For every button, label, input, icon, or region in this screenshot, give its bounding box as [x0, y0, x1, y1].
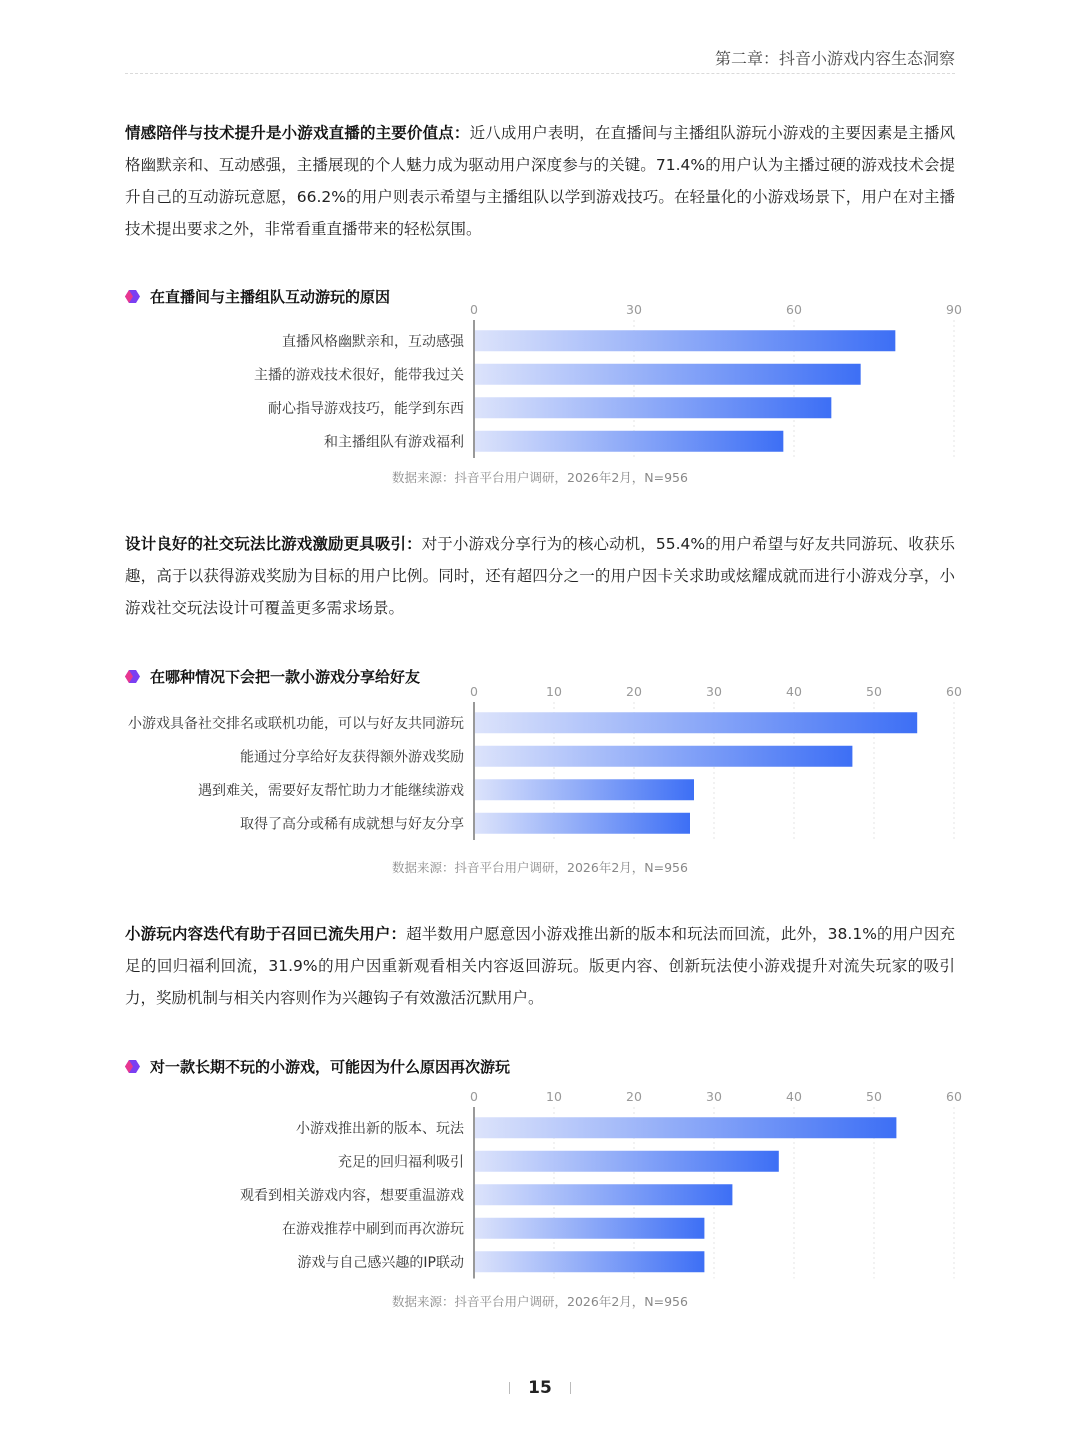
category-label: 遇到难关，需要好友帮忙助力才能继续游戏	[198, 782, 464, 799]
chart-3-title	[125, 1056, 510, 1077]
x-tick-label: 60	[786, 302, 802, 317]
x-tick-label: 10	[546, 684, 562, 699]
paragraph-3-body: 超半数用户愿意因小游戏推出新的版本和玩法而回流，此外，38.1%的用户因充足的回归福利回流，31.9%的用户因重新观看相关内容返回游玩。版更内容、创新玩法使小游戏提升对流失玩家的吸引力，奖励机制与相关内容则作为兴趣钩子有效激活沉默用户。	[125, 925, 955, 1007]
paragraph-2	[125, 528, 955, 624]
bar	[475, 397, 831, 418]
category-label: 取得了高分或稀有成就想与好友分享	[240, 816, 464, 833]
category-label: 在游戏推荐中刷到而再次游玩	[282, 1221, 464, 1238]
category-label: 观看到相关游戏内容，想要重温游戏	[240, 1187, 464, 1204]
bar	[475, 1218, 704, 1239]
x-tick-label: 60	[946, 1089, 962, 1104]
chart-3-svg	[125, 1087, 962, 1282]
x-tick-label: 30	[706, 684, 722, 699]
page-number-divider-left	[509, 1382, 510, 1394]
category-label: 游戏与自己感兴趣的IP联动	[297, 1254, 464, 1271]
category-label: 能通过分享给好友获得额外游戏奖励	[240, 749, 464, 766]
paragraph-1	[125, 117, 955, 245]
x-tick-label: 40	[786, 684, 802, 699]
bar	[475, 813, 690, 834]
paragraph-2-lead: 设计良好的社交玩法比游戏激励更具吸引：	[125, 535, 422, 553]
paragraph-1-lead: 情感陪伴与技术提升是小游戏直播的主要价值点：	[125, 124, 470, 142]
paragraph-3-lead: 小游玩内容迭代有助于召回已流失用户：	[125, 925, 407, 943]
category-label: 小游戏具备社交排名或联机功能，可以与好友共同游玩	[128, 715, 464, 732]
chart-2-svg	[125, 682, 962, 847]
category-label: 和主播组队有游戏福利	[324, 434, 464, 451]
category-label: 主播的游戏技术很好，能带我过关	[254, 367, 464, 384]
chart-1-source: 数据来源：抖音平台用户调研，2026年2月，N=956	[392, 470, 688, 485]
bar	[475, 330, 895, 351]
bar	[475, 746, 852, 767]
page-number	[0, 1378, 1080, 1398]
x-tick-label: 40	[786, 1089, 802, 1104]
chart-2	[125, 682, 962, 847]
x-tick-label: 30	[706, 1089, 722, 1104]
chapter-title: 第二章：抖音小游戏内容生态洞察	[714, 49, 955, 68]
page-number-text: 15	[528, 1378, 552, 1398]
x-tick-label: 0	[470, 1089, 478, 1104]
bar	[475, 1151, 779, 1172]
bar	[475, 712, 917, 733]
bar	[475, 1117, 896, 1138]
x-tick-label: 20	[626, 1089, 642, 1104]
x-tick-label: 60	[946, 684, 962, 699]
paragraph-2-body: 对于小游戏分享行为的核心动机，55.4%的用户希望与好友共同游玩、收获乐趣，高于以获得游戏奖励为目标的用户比例。同时，还有超四分之一的用户因卡关求助或炫耀成就而进行小游戏分享，小游戏社交玩法设计可覆盖更多需求场景。	[125, 535, 955, 617]
bar	[475, 1251, 704, 1272]
category-label: 直播风格幽默亲和，互动感强	[282, 333, 464, 350]
x-tick-label: 0	[470, 302, 478, 317]
x-tick-label: 50	[866, 1089, 882, 1104]
chart-1	[125, 300, 962, 465]
bar	[475, 364, 861, 385]
x-tick-label: 0	[470, 684, 478, 699]
category-label: 充足的回归福利吸引	[338, 1154, 464, 1171]
category-label: 小游戏推出新的版本、玩法	[296, 1120, 464, 1137]
x-tick-label: 20	[626, 684, 642, 699]
bar	[475, 1184, 732, 1205]
x-tick-label: 10	[546, 1089, 562, 1104]
hexagon-logo-icon	[125, 1059, 142, 1074]
category-label: 耐心指导游戏技巧，能学到东西	[268, 400, 464, 417]
header-divider	[125, 73, 955, 74]
x-tick-label: 90	[946, 302, 962, 317]
chart-3	[125, 1087, 962, 1282]
chart-1-svg	[125, 300, 962, 465]
chart-3-title-text: 对一款长期不玩的小游戏，可能因为什么原因再次游玩	[150, 1058, 511, 1076]
bar	[475, 779, 694, 800]
paragraph-1-body: 近八成用户表明，在直播间与主播组队游玩小游戏的主要因素是主播风格幽默亲和、互动感强，主播展现的个人魅力成为驱动用户深度参与的关键。71.4%的用户认为主播过硬的游戏技术会提升自己的互动游玩意愿，66.2%的用户则表示希望与主播组队以学到游戏技巧。在轻量化的小游戏场景下，用户在对主播技术提出要求之外，非常看重直播带来的轻松氛围。	[125, 124, 955, 238]
bar	[475, 431, 783, 452]
chart-2-source: 数据来源：抖音平台用户调研，2026年2月，N=956	[392, 860, 688, 875]
chart-2-title-text: 在哪种情况下会把一款小游戏分享给好友	[150, 668, 421, 686]
chart-3-source: 数据来源：抖音平台用户调研，2026年2月，N=956	[392, 1294, 688, 1309]
x-tick-label: 50	[866, 684, 882, 699]
chart-1-title-text: 在直播间与主播组队互动游玩的原因	[150, 288, 391, 306]
page-number-divider-right	[570, 1382, 571, 1394]
paragraph-3	[125, 918, 955, 1014]
x-tick-label: 30	[626, 302, 642, 317]
